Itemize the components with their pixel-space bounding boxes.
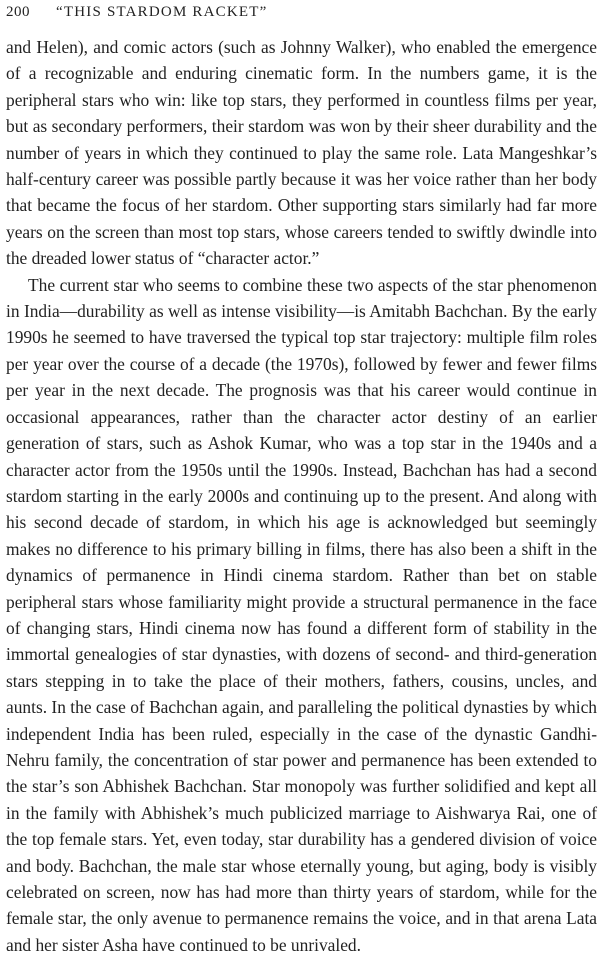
body-text [6, 34, 597, 958]
paragraph-continued: and Helen), and comic actors (such as Johnny Walker), who enabled the emergence of a recognizable and enduring cinematic form. In the numbers game, it is the peripheral stars who win: like top stars, they performed in countless films per year, but as secondary performers, their stardom was won by their sheer durability and the number of years in which they continued to play the same role. Lata Mangeshkar’s half-century career was possible partly because it was her voice rather than her body that became the focus of her stardom. Other supporting stars similarly had far more years on the screen than most top stars, whose careers tended to swiftly dwindle into the dreaded lower status of “character actor.” [6, 37, 597, 269]
running-title: “THIS STARDOM RACKET” [56, 4, 268, 20]
paragraph-bachchan: The current star who seems to combine these two aspects of the star phenomenon in India—durability as well as intense visibility—is Amitabh Bachchan. By the early 1990s he seemed to have traversed the typical top star trajectory: multiple film roles per year over the course of a decade (the 1970s), followed by fewer and fewer films per year in the next decade. The prognosis was that his career would continue in occasional appearances, rather than the character actor destiny of an earlier generation of stars, such as Ashok Kumar, who was a top star in the 1940s and a character actor from the 1950s until the 1990s. Instead, Bachchan has had a second stardom starting in the early 2000s and continuing up to the present. And along with his second decade of stardom, in which his age is acknowledged but seemingly makes no difference to his primary billing in films, there has also been a shift in the dynamics of permanence in Hindi cinema stardom. Rather than bet on stable peripheral stars whose familiarity might provide a structural permanence in the face of changing stars, Hindi cinema now has found a different form of stability in the immortal genealogies of star dynasties, with dozens of second- and third-generation stars stepping in to take the place of their mothers, fathers, cousins, uncles, and aunts. In the case of Bachchan again, and paralleling the political dynasties by which independent India has been ruled, especially in the case of the dynastic Gandhi-Nehru family, the concentration of star power and permanence has been extended to the star’s son Abhishek Bachchan. Star monopoly was further solidified and kept all in the family with Abhishek’s much publicized marriage to Aishwarya Rai, one of the top female stars. Yet, even today, star durability has a gendered division of voice and body. Bachchan, the male star whose eternally young, but aging, body is visibly celebrated on screen, now has had more than thirty years of stardom, while for the female star, the only avenue to permanence remains the voice, and in that arena Lata and her sister Asha have continued to be unrivaled. [6, 274, 597, 955]
running-head [6, 4, 597, 34]
page-number: 200 [6, 4, 30, 20]
